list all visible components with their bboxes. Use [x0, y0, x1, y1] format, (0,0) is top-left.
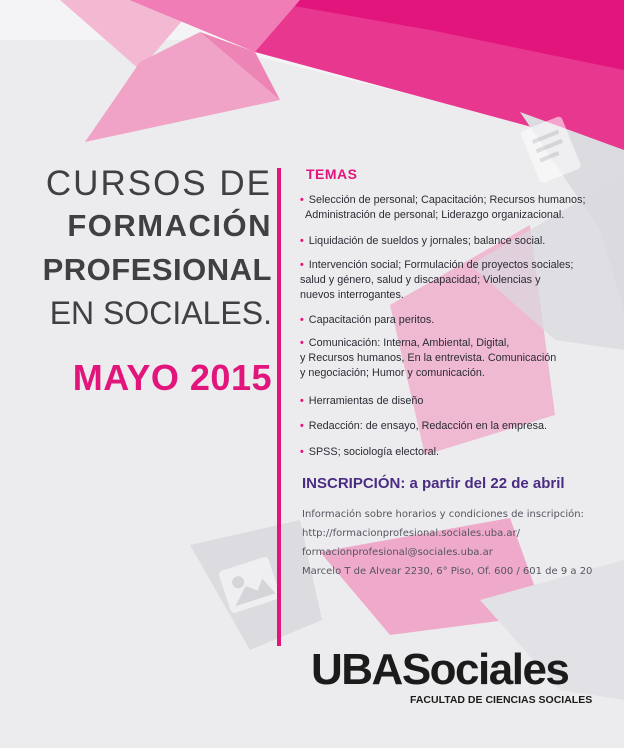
tema-item-5-line-1: Comunicación: Interna, Ambiental, Digital, — [308, 337, 510, 349]
tema-item-3-line-2: salud y género, salud y discapacidad; Violencias y — [300, 274, 541, 286]
tema-item-6 — [300, 394, 620, 409]
title-line-4: EN SOCIALES. — [49, 295, 272, 331]
title-line-1: CURSOS DE — [45, 164, 272, 203]
info-email-link[interactable]: formacionprofesional@sociales.uba.ar — [302, 547, 493, 558]
tema-item-3-line-3: nuevos interrogantes. — [300, 289, 404, 301]
bullet: • — [300, 420, 304, 432]
bullet: • — [300, 314, 304, 326]
bullet: • — [300, 395, 304, 407]
inscripcion-heading: INSCRIPCIÓN: a partir del 22 de abril — [302, 475, 565, 492]
tema-item-8 — [300, 445, 620, 460]
temas-heading: TEMAS — [306, 166, 358, 182]
tema-item-8-line-1: SPSS; sociología electoral. — [308, 446, 440, 458]
info-address: Marcelo T de Alvear 2230, 6° Piso, Of. 600 / 601 de 9 a 20 — [302, 566, 593, 577]
tema-item-4-line-1: Capacitación para peritos. — [308, 314, 435, 326]
tema-item-5-line-3: y negociación; Humor y comunicación. — [300, 367, 485, 379]
tema-item-1-line-1: Selección de personal; Capacitación; Recursos humanos; — [308, 194, 586, 206]
bullet: • — [300, 337, 304, 349]
vertical-divider — [277, 168, 281, 646]
bullet: • — [300, 446, 304, 458]
tema-item-2 — [300, 234, 620, 249]
tema-item-6-line-1: Herramientas de diseño — [308, 395, 424, 407]
info-url-link[interactable]: http://formacionprofesional.sociales.uba.ar/ — [302, 528, 521, 539]
tema-item-7-line-1: Redacción: de ensayo, Redacción en la empresa. — [308, 420, 548, 432]
uba-sociales-logo: UBASociales — [311, 645, 569, 694]
tema-item-5-line-2: y Recursos humanos, En la entrevista. Comunicación — [300, 352, 557, 364]
tema-item-1-line-2: Administración de personal; Liderazgo organizacional. — [305, 209, 565, 221]
bullet: • — [300, 235, 304, 247]
bullet: • — [300, 194, 304, 206]
tema-item-4 — [300, 313, 620, 328]
title-line-3: PROFESIONAL — [42, 252, 272, 287]
tema-item-5 — [300, 336, 620, 381]
logo-subtitle: FACULTAD DE CIENCIAS SOCIALES — [410, 694, 593, 706]
tema-item-1 — [300, 193, 620, 223]
tema-item-3-line-1: Intervención social; Formulación de proyectos sociales; — [308, 259, 574, 271]
tema-item-7 — [300, 419, 620, 434]
tema-item-2-line-1: Liquidación de sueldos y jornales; balance social. — [308, 235, 546, 247]
tema-item-3 — [300, 258, 620, 303]
info-text: Información sobre horarios y condiciones de inscripción: — [302, 509, 584, 520]
title-date: MAYO 2015 — [72, 357, 272, 398]
bullet: • — [300, 259, 304, 271]
title-line-2: FORMACIÓN — [67, 208, 272, 243]
